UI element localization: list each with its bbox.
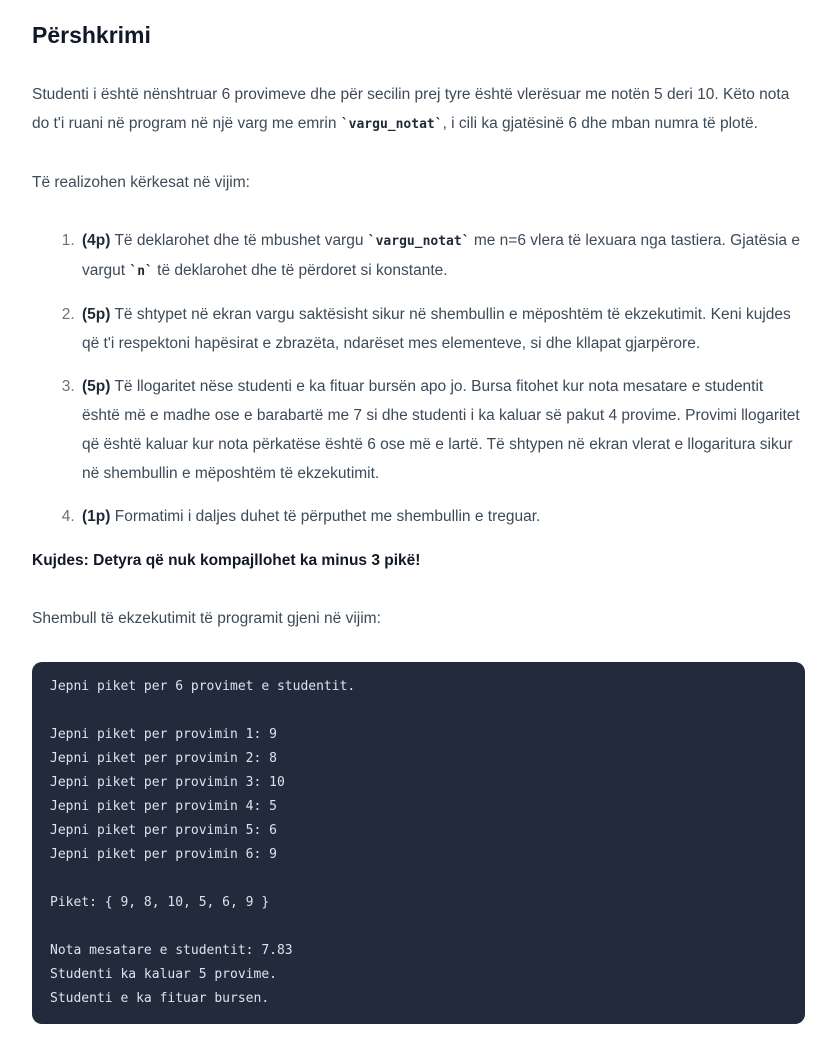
text-segment: Të deklarohet dhe të mbushet vargu bbox=[110, 231, 368, 249]
terminal-line: Jepni piket per provimin 2: 8 bbox=[50, 750, 277, 766]
terminal-line: Jepni piket per provimin 1: 9 bbox=[50, 726, 277, 742]
terminal-line: Studenti e ka fituar bursen. bbox=[50, 990, 270, 1006]
text-segment: të deklarohet dhe të përdoret si konstante. bbox=[152, 261, 448, 279]
text-segment: me n=6 vlera të lexuara nga tastiera. Gjatësia e vargut bbox=[82, 231, 800, 279]
terminal-line: Nota mesatare e studentit: 7.83 bbox=[50, 942, 293, 958]
text-segment: Studenti i është nënshtruar 6 provimeve dhe për secilin prej tyre është vlerësuar me notën 5 deri 10. Këto nota do t'i ruani në program në një varg me emrin bbox=[32, 85, 790, 132]
requirements-intro: Të realizohen kërkesat në vijim: bbox=[32, 173, 250, 191]
text-segment: (5p) bbox=[82, 377, 111, 395]
text-segment: Të llogaritet nëse studenti e ka fituar bursën apo jo. Bursa fitohet kur nota mesatare e studentit është më e madhe ose e barabartë me 7 si dhe studenti i ka kaluar së pakut 4 provime. Provimi llogaritet që është kaluar kur nota përkatëse është 6 ose më e lartë. Të shtypen në ekran vlerat e llogaritura sikur në shembullin e mëposhtëm të ekzekutimit. bbox=[82, 377, 800, 482]
text-segment: Të shtypet në ekran vargu saktësisht sikur në shembullin e mëposhtëm të ekzekutimit. Keni kujdes që t'i respektoni hapësirat e zbrazëta, ndarëset mes elementeve, si dhe kllapat gjarpërore. bbox=[82, 305, 791, 352]
requirements-list bbox=[32, 226, 805, 531]
terminal-content bbox=[50, 675, 787, 1011]
terminal-line: Studenti ka kaluar 5 provime. bbox=[50, 966, 277, 982]
terminal-line: Jepni piket per provimin 5: 6 bbox=[50, 822, 277, 838]
text-segment: (4p) bbox=[82, 231, 111, 249]
inline-code: `vargu_notat` bbox=[367, 233, 470, 249]
terminal-line bbox=[50, 867, 787, 891]
terminal-line: Jepni piket per provimin 4: 5 bbox=[50, 798, 277, 814]
text-segment: (5p) bbox=[82, 305, 111, 323]
list-item bbox=[79, 502, 805, 531]
intro-paragraph bbox=[32, 80, 805, 139]
text-segment: , i cili ka gjatësinë 6 dhe mban numra të plotë. bbox=[442, 114, 758, 132]
list-item bbox=[79, 300, 805, 358]
terminal-line bbox=[50, 915, 787, 939]
terminal-line: Jepni piket per provimin 6: 9 bbox=[50, 846, 277, 862]
warning-text: Kujdes: Detyra që nuk kompajllohet ka minus 3 pikë! bbox=[32, 551, 421, 569]
list-item bbox=[79, 226, 805, 286]
terminal-line: Jepni piket per provimin 3: 10 bbox=[50, 774, 285, 790]
list-item bbox=[79, 372, 805, 488]
page-title: Përshkrimi bbox=[32, 22, 151, 48]
terminal-line: Jepni piket per 6 provimet e studentit. bbox=[50, 678, 356, 694]
inline-code: `vargu_notat` bbox=[340, 116, 443, 132]
terminal-block bbox=[32, 662, 805, 1024]
text-segment: (1p) bbox=[82, 507, 111, 525]
terminal-line: Piket: { 9, 8, 10, 5, 6, 9 } bbox=[50, 894, 270, 910]
terminal-line bbox=[50, 699, 787, 723]
inline-code: `n` bbox=[129, 263, 153, 279]
text-segment: Formatimi i daljes duhet të përputhet me shembullin e treguar. bbox=[110, 507, 541, 525]
example-intro: Shembull të ekzekutimit të programit gjeni në vijim: bbox=[32, 609, 381, 627]
